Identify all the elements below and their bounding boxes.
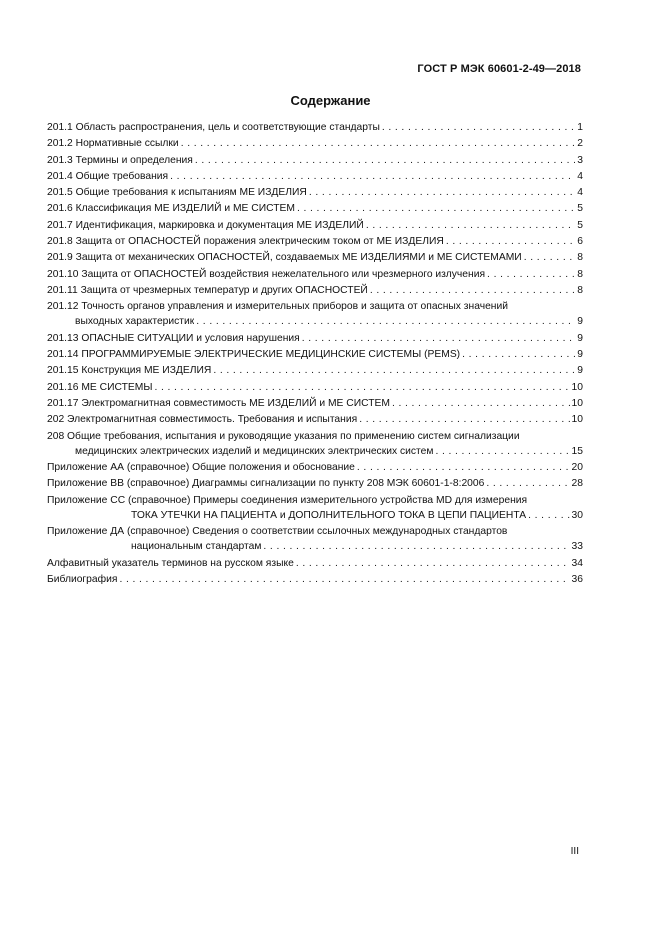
toc-entry-title: 201.1 Область распространения, цель и соответствующие стандарты	[47, 122, 380, 133]
toc-entry-title: 201.10 Защита от ОПАСНОСТЕЙ воздействия нежелательного или чрезмерного излучения	[47, 268, 486, 280]
toc-entry-title: Приложение ВВ (справочное) Диаграммы сигнализации по пункту 208 МЭК 60601-1-8:2006	[47, 478, 485, 490]
toc-entry-page: 2	[577, 138, 583, 150]
toc-entry-page: 8	[577, 252, 583, 264]
toc-entry-page: 4	[577, 170, 583, 182]
toc-entry-page: 10	[571, 414, 583, 426]
page-title: Содержание	[290, 93, 371, 108]
dot-leader	[302, 331, 576, 346]
toc-entry[interactable]	[47, 234, 583, 249]
toc-entry-page: 10	[571, 397, 583, 409]
toc-entry-title: 201.16 МЕ СИСТЕМЫ	[47, 381, 153, 393]
dot-leader	[297, 201, 575, 216]
toc-entry-page: 34	[571, 557, 583, 569]
toc-entry[interactable]	[47, 556, 583, 571]
toc-entry-title: 201.8 Защита от ОПАСНОСТЕЙ поражения электрическим током от МЕ ИЗДЕЛИЯ	[47, 236, 444, 248]
toc-entry[interactable]	[47, 347, 583, 362]
toc-entry-title: Библиография	[47, 573, 118, 585]
toc-entry-page: 9	[577, 332, 583, 344]
toc-entry-title: 201.13 ОПАСНЫЕ СИТУАЦИИ и условия нарушения	[47, 332, 300, 344]
toc-entry-title: 201.5 Общие требования к испытаниям МЕ ИЗДЕЛИЯ	[47, 187, 307, 199]
toc-entry[interactable]	[47, 572, 583, 587]
dot-leader	[119, 572, 569, 587]
toc-entry[interactable]	[47, 429, 583, 459]
dot-leader	[370, 283, 575, 298]
dot-leader	[382, 120, 575, 135]
toc-entry-title: национальным стандартам	[131, 541, 262, 553]
dot-leader	[357, 460, 570, 475]
toc-entry[interactable]	[47, 267, 583, 282]
toc-entry-title-line1: 208 Общие требования, испытания и руководящие указания по применению систем сигнализации	[47, 430, 520, 442]
toc-entry[interactable]	[47, 476, 583, 491]
dot-leader	[154, 380, 569, 395]
toc-entry-page: 20	[571, 462, 583, 474]
toc-entry[interactable]	[47, 460, 583, 475]
toc-entry-title: Приложение АА (справочное) Общие положения и обоснование	[47, 462, 355, 474]
toc-entry[interactable]	[47, 283, 583, 298]
dot-leader	[435, 444, 569, 459]
toc-entry-page: 9	[577, 316, 583, 328]
toc-entry[interactable]	[47, 396, 583, 411]
toc-entry-title: 201.14 ПРОГРАММИРУЕМЫЕ ЭЛЕКТРИЧЕСКИЕ МЕДИЦИНСКИЕ СИСТЕМЫ (PEMS)	[47, 349, 461, 361]
toc-entry-title: Алфавитный указатель терминов на русском языке	[47, 557, 294, 569]
toc-entry[interactable]	[47, 524, 583, 554]
dot-leader	[366, 218, 575, 233]
toc-entry-title-line1: 201.12 Точность органов управления и измерительных приборов и защита от опасных значений	[47, 301, 508, 313]
dot-leader	[181, 136, 576, 151]
dot-leader	[296, 556, 570, 571]
toc-entry-page: 10	[571, 381, 583, 393]
toc-entry-title: 201.3 Термины и определения	[47, 154, 193, 166]
toc-entry-page: 1	[577, 122, 583, 133]
toc-entry-page: 4	[577, 187, 583, 199]
dot-leader	[195, 153, 575, 168]
toc-entry[interactable]	[47, 493, 583, 523]
toc-entry-title: 201.11 Защита от чрезмерных температур и других ОПАСНОСТЕЙ	[47, 284, 368, 296]
dot-leader	[528, 508, 569, 523]
table-of-contents	[47, 120, 583, 587]
toc-entry-page: 28	[571, 478, 583, 490]
toc-entry-page: 5	[577, 203, 583, 215]
toc-entry[interactable]	[47, 201, 583, 216]
dot-leader	[196, 314, 575, 329]
toc-entry-page: 6	[577, 236, 583, 248]
toc-entry-page: 36	[571, 573, 583, 585]
toc-entry[interactable]	[47, 363, 583, 378]
toc-entry-title-line1: Приложение СС (справочное) Примеры соединения измерительного устройства MD для измерения	[47, 494, 528, 506]
toc-entry-title: 202 Электромагнитная совместимость. Требования и испытания	[47, 414, 358, 426]
dot-leader	[263, 539, 569, 554]
page-number: III	[570, 846, 579, 857]
dot-leader	[524, 250, 576, 265]
toc-entry-title: 201.17 Электромагнитная совместимость МЕ ИЗДЕЛИЙ и МЕ СИСТЕМ	[47, 397, 390, 409]
toc-entry-page: 9	[577, 365, 583, 377]
toc-entry-page: 8	[577, 268, 583, 280]
dot-leader	[170, 169, 575, 184]
toc-entry[interactable]	[47, 185, 583, 200]
toc-entry[interactable]	[47, 380, 583, 395]
toc-entry-page: 33	[571, 541, 583, 553]
toc-entry-title: 201.9 Защита от механических ОПАСНОСТЕЙ, создаваемых МЕ ИЗДЕЛИЯМИ и МЕ СИСТЕМАМИ	[47, 252, 522, 264]
toc-entry-page: 15	[571, 445, 583, 457]
toc-entry-page: 8	[577, 284, 583, 296]
toc-entry-title: 201.2 Нормативные ссылки	[47, 138, 179, 150]
standard-code: ГОСТ Р МЭК 60601-2-49—2018	[417, 63, 581, 75]
toc-entry[interactable]	[47, 218, 583, 233]
toc-entry[interactable]	[47, 412, 583, 427]
toc-entry[interactable]	[47, 299, 583, 329]
toc-entry[interactable]	[47, 136, 583, 151]
toc-entry[interactable]	[47, 120, 583, 135]
toc-entry-title: выходных характеристик	[75, 316, 195, 328]
toc-entry[interactable]	[47, 153, 583, 168]
toc-entry[interactable]	[47, 169, 583, 184]
toc-entry-page: 3	[577, 154, 583, 166]
dot-leader	[213, 363, 575, 378]
toc-entry-page: 30	[571, 509, 583, 521]
toc-entry-page: 9	[577, 349, 583, 361]
toc-entry-page: 5	[577, 219, 583, 231]
dot-leader	[446, 234, 575, 249]
dot-leader	[486, 476, 569, 491]
dot-leader	[359, 412, 569, 427]
toc-entry-title: ТОКА УТЕЧКИ НА ПАЦИЕНТА и ДОПОЛНИТЕЛЬНОГО ТОКА В ЦЕПИ ПАЦИЕНТА	[131, 509, 527, 521]
toc-entry[interactable]	[47, 250, 583, 265]
dot-leader	[462, 347, 575, 362]
toc-entry-title: медицинских электрических изделий и медицинских электрических систем	[75, 445, 434, 457]
toc-entry-title: 201.4 Общие требования	[47, 170, 169, 182]
dot-leader	[487, 267, 575, 282]
toc-entry-title: 201.6 Классификация МЕ ИЗДЕЛИЙ и МЕ СИСТЕМ	[47, 203, 295, 215]
dot-leader	[309, 185, 575, 200]
toc-entry[interactable]	[47, 331, 583, 346]
toc-entry-title: 201.15 Конструкция МЕ ИЗДЕЛИЯ	[47, 365, 212, 377]
toc-entry-title: 201.7 Идентификация, маркировка и документация МЕ ИЗДЕЛИЙ	[47, 219, 364, 231]
toc-entry-title-line1: Приложение ДА (справочное) Сведения о соответствии ссылочных международных стандартов	[47, 526, 508, 538]
dot-leader	[392, 396, 570, 411]
